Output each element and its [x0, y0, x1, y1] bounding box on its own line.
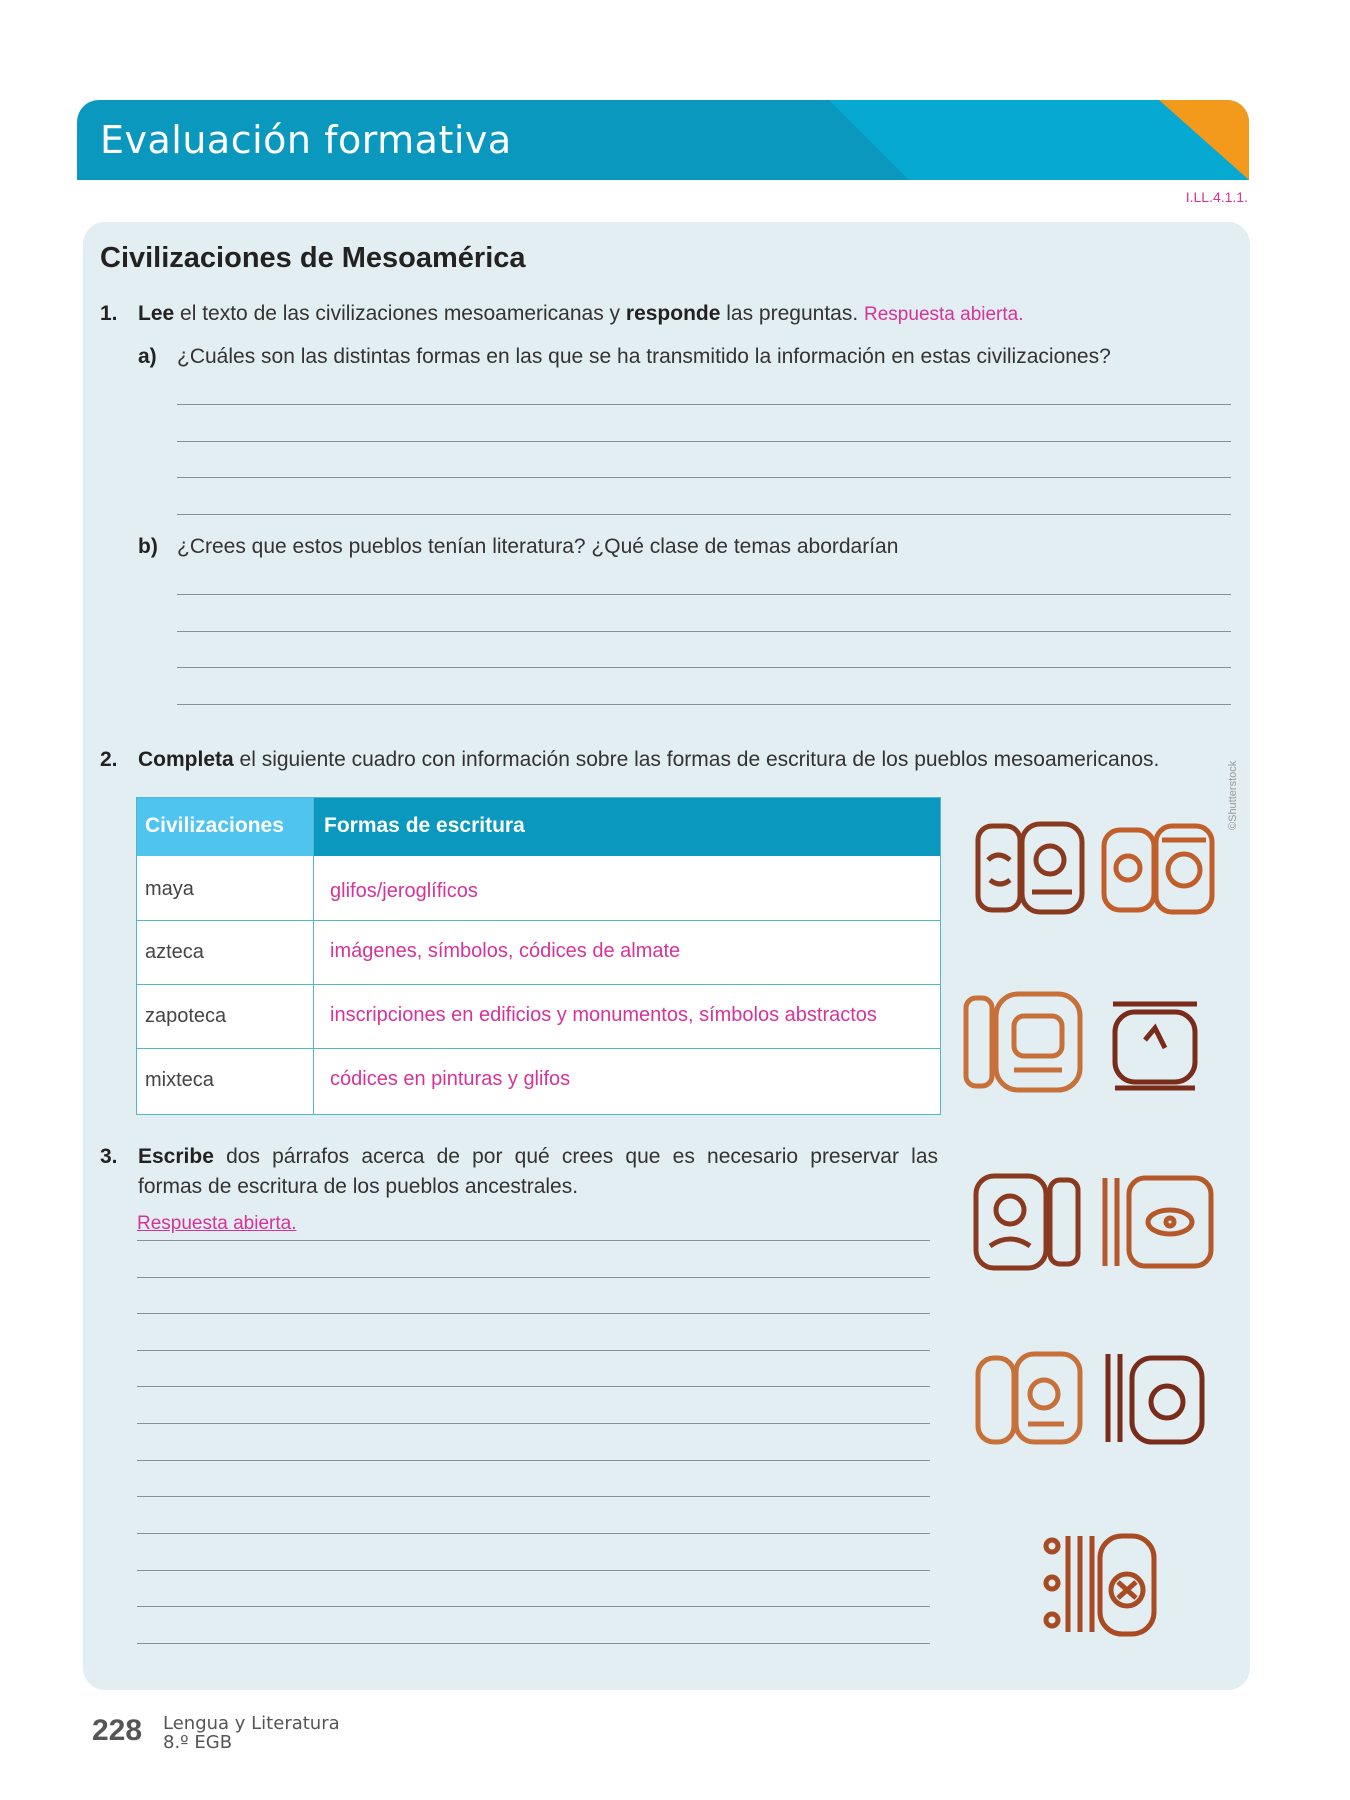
- maya-glyph-cross-icon: [1040, 1528, 1160, 1638]
- maya-glyph-profile-icon: [972, 1348, 1087, 1448]
- q1-text-2: las preguntas.: [720, 302, 865, 325]
- answer-line[interactable]: [137, 1313, 930, 1314]
- answer-line[interactable]: [137, 1423, 930, 1424]
- table-cell-civ: zapoteca: [145, 1005, 227, 1027]
- image-credit: ©Shutterstock: [1227, 760, 1239, 830]
- indicator-code: I.LL.4.1.1.: [1185, 189, 1248, 205]
- q1-text-1: el texto de las civilizaciones mesoamericanas y: [174, 302, 626, 325]
- q1-number: 1.: [100, 302, 118, 325]
- answer-line[interactable]: [137, 1386, 930, 1387]
- answer-line[interactable]: [177, 704, 1231, 705]
- answer-line[interactable]: [137, 1496, 930, 1497]
- maya-glyph-bars-icon: [1098, 1348, 1208, 1448]
- maya-glyph-cartouche-icon: [1105, 990, 1205, 1095]
- table-cell-form[interactable]: imágenes, símbolos, códices de almate: [330, 940, 681, 962]
- q1a-question: ¿Cuáles son las distintas formas en las que se ha transmitido la información en estas civilizaciones?: [177, 345, 1111, 368]
- q3-instruction: [138, 1145, 938, 1169]
- q3-verb: Escribe: [138, 1145, 214, 1168]
- q2-number: 2.: [100, 748, 118, 771]
- answer-line[interactable]: [137, 1240, 930, 1241]
- answer-line[interactable]: [177, 477, 1231, 478]
- q3-text-1: dos párrafos acerca de por qué crees que es necesario preservar las: [213, 1145, 938, 1168]
- dua-subtitle: Acción y expresión: [976, 43, 1178, 68]
- answer-line[interactable]: [177, 631, 1231, 632]
- q2-instruction: [138, 748, 1159, 772]
- table-cell-form[interactable]: códices en pinturas y glifos: [330, 1068, 571, 1090]
- q3-instruction-line2: formas de escritura de los pueblos ancestrales.: [138, 1175, 579, 1198]
- q2-verb: Completa: [138, 748, 234, 771]
- q1b-label: b): [138, 535, 158, 558]
- q2-text: el siguiente cuadro con información sobre las formas de escritura de los pueblos mesoamericanos.: [233, 748, 1160, 771]
- answer-line[interactable]: [137, 1350, 930, 1351]
- q3-note: Respuesta abierta.: [137, 1213, 297, 1234]
- answer-line[interactable]: [177, 441, 1231, 442]
- q3-number: 3.: [100, 1145, 118, 1168]
- q1a-label: a): [138, 345, 157, 368]
- table-cell-form[interactable]: inscripciones en edificios y monumentos, símbolos abstractos: [330, 1004, 877, 1026]
- maya-glyph-scroll-icon: [1098, 820, 1218, 920]
- col-formas-escritura: Formas de escritura: [324, 814, 525, 837]
- table-cell-civ: maya: [145, 878, 194, 900]
- table-cell-civ: mixteca: [145, 1069, 214, 1091]
- table-cell-form[interactable]: glifos/jeroglíficos: [330, 880, 478, 902]
- col-civilizaciones: Civilizaciones: [145, 814, 284, 837]
- page-title: Evaluación formativa: [100, 118, 512, 162]
- answer-line[interactable]: [177, 667, 1231, 668]
- row-divider: [137, 984, 940, 985]
- subject-name: Lengua y Literatura: [163, 1713, 340, 1734]
- row-divider: [137, 1048, 940, 1049]
- q1-note: Respuesta abierta.: [864, 304, 1024, 325]
- answer-line[interactable]: [177, 404, 1231, 405]
- q1-verb-responde: responde: [625, 302, 721, 325]
- grade-level: 8.º EGB: [163, 1732, 233, 1753]
- answer-line[interactable]: [137, 1643, 930, 1644]
- footer-subject: [163, 1714, 340, 1752]
- answer-line[interactable]: [177, 594, 1231, 595]
- dua-banner: [829, 100, 1249, 180]
- answer-line[interactable]: [137, 1606, 930, 1607]
- dua-title: DUA: [1048, 9, 1106, 39]
- answer-line[interactable]: [137, 1460, 930, 1461]
- answer-line[interactable]: [137, 1570, 930, 1571]
- maya-glyph-head-icon: [970, 820, 1090, 920]
- header-band: [77, 100, 1249, 180]
- maya-glyph-eye-icon: [1095, 1170, 1220, 1275]
- maya-glyph-day-icon: [962, 990, 1087, 1095]
- answer-line[interactable]: [137, 1277, 930, 1278]
- q1b-question: ¿Crees que estos pueblos tenían literatura? ¿Qué clase de temas abordarían: [177, 535, 899, 558]
- section-title: Civilizaciones de Mesoamérica: [100, 242, 526, 274]
- writing-forms-table: [136, 797, 941, 1115]
- answer-line[interactable]: [137, 1533, 930, 1534]
- table-cell-civ: azteca: [145, 941, 204, 963]
- column-divider: [313, 798, 314, 1114]
- row-divider: [137, 920, 940, 921]
- page-number: 228: [92, 1714, 143, 1747]
- answer-line[interactable]: [177, 514, 1231, 515]
- q1-instruction: [138, 302, 1024, 326]
- q1-verb-lee: Lee: [138, 302, 175, 325]
- maya-glyph-face-icon: [970, 1170, 1085, 1275]
